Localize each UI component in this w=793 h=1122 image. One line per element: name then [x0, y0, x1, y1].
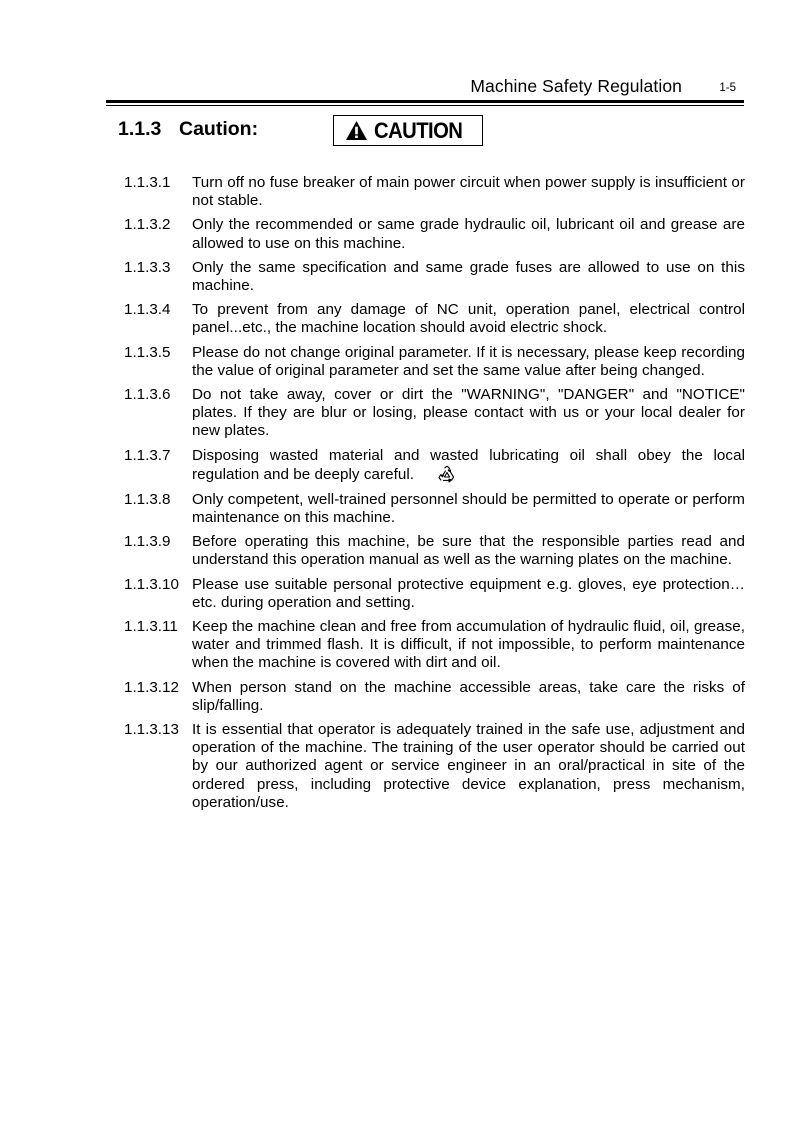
item-text: Only competent, well-trained personnel should be permitted to operate or perform maintenance on this machine. [192, 490, 745, 527]
list-item [124, 679, 745, 715]
list-item [124, 344, 745, 380]
item-number: 1.1.3.9 [124, 533, 171, 551]
item-number: 1.1.3.13 [124, 721, 179, 739]
item-number: 1.1.3.3 [124, 258, 171, 276]
list-item [124, 618, 745, 673]
item-text: When person stand on the machine accessible areas, take care the risks of slip/falling. [192, 678, 745, 714]
caution-badge [333, 115, 483, 146]
list-item [124, 259, 745, 295]
section-heading [118, 118, 258, 141]
item-number: 1.1.3.6 [124, 386, 171, 404]
item-text: Keep the machine clean and free from accumulation of hydraulic fluid, oil, grease, water and trimmed flash. It is difficult, if not impossible, to perform maintenance when the machine is covered with dirt and oil. [192, 618, 745, 672]
header-rule-thin [106, 105, 744, 106]
list-item [124, 721, 745, 812]
item-text-with-icon [192, 447, 745, 485]
header-title: Machine Safety Regulation [470, 76, 682, 96]
item-number: 1.1.3.10 [124, 575, 179, 593]
item-number: 1.1.3.5 [124, 343, 171, 361]
list-item [124, 301, 745, 337]
item-text: Disposing wasted material and wasted lubricating oil shall obey the local regulation and be deeply careful. [192, 446, 745, 483]
item-text: Please do not change original parameter. If it is necessary, please keep recording the value of original parameter and set the same value after being changed. [192, 343, 745, 379]
item-text: Before operating this machine, be sure that the responsible parties read and understand this operation manual as well as the warning plates on the machine. [192, 533, 745, 569]
section-number: 1.1.3 [118, 118, 162, 140]
list-item [124, 216, 745, 252]
list-item [124, 174, 745, 210]
item-number: 1.1.3.8 [124, 490, 171, 508]
warning-triangle-icon [345, 120, 368, 141]
item-number: 1.1.3.4 [124, 301, 171, 319]
list-item [124, 491, 745, 527]
list-item [124, 576, 745, 612]
item-text: Only the same specification and same grade fuses are allowed to use on this machine. [192, 258, 745, 295]
caution-list [124, 174, 745, 818]
item-text: Do not take away, cover or dirt the "WARNING", "DANGER" and "NOTICE" plates. If they are blur or losing, please contact with us or your local dealer for new plates. [192, 386, 745, 440]
item-number: 1.1.3.12 [124, 678, 179, 696]
item-number: 1.1.3.2 [124, 216, 171, 234]
item-number: 1.1.3.7 [124, 446, 171, 464]
item-text: It is essential that operator is adequately trained in the safe use, adjustment and operation of the machine. The training of the user operator should be carried out by our authorized agent or service engineer in an oral/practical in site of the ordered press, including protective device explanation, press mechanism, operation/use. [192, 721, 745, 811]
item-text: Only the recommended or same grade hydraulic oil, lubricant oil and grease are allowed to use on this machine. [192, 216, 745, 252]
item-text: Turn off no fuse breaker of main power circuit when power supply is insufficient or not stable. [192, 174, 745, 210]
header-rule-thick [106, 100, 744, 103]
list-item [124, 533, 745, 569]
list-item [124, 447, 745, 485]
item-number: 1.1.3.11 [124, 618, 178, 636]
item-text: Please use suitable personal protective equipment e.g. gloves, eye protection…etc. during operation and setting. [192, 575, 745, 611]
list-item [124, 386, 745, 441]
item-text: To prevent from any damage of NC unit, operation panel, electrical control panel...etc., the machine location should avoid electric shock. [192, 301, 745, 337]
page-number: 1-5 [719, 82, 736, 94]
item-number: 1.1.3.1 [124, 174, 171, 191]
recycle-icon [436, 465, 458, 485]
caution-label: CAUTION [374, 117, 463, 143]
section-title: Caution: [179, 118, 259, 140]
